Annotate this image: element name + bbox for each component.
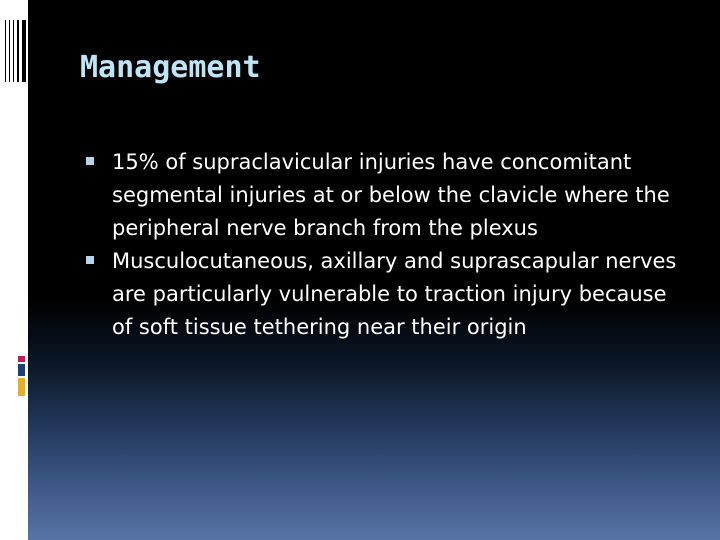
- accent-bars: [18, 356, 28, 540]
- bullet-item: [86, 245, 686, 344]
- square-bullet-icon: [86, 157, 94, 165]
- bullet-text: 15% of supraclavicular injuries have concomitant segmental injuries at or below the clavicle where the peripheral nerve branch from the plexus: [112, 150, 670, 240]
- accent-bar-magenta: [18, 356, 25, 362]
- accent-bar-white: [18, 396, 25, 540]
- bullet-item: [86, 146, 686, 245]
- slide-title: Management: [80, 50, 261, 85]
- square-bullet-icon: [86, 256, 94, 264]
- decorative-lines: [3, 20, 27, 82]
- bullet-list: [86, 146, 686, 344]
- accent-bar-navy: [18, 364, 25, 376]
- bullet-text: Musculocutaneous, axillary and suprascapular nerves are particularly vulnerable to traction injury because of soft tissue tethering near their origin: [112, 249, 677, 339]
- accent-bar-gold: [18, 378, 25, 396]
